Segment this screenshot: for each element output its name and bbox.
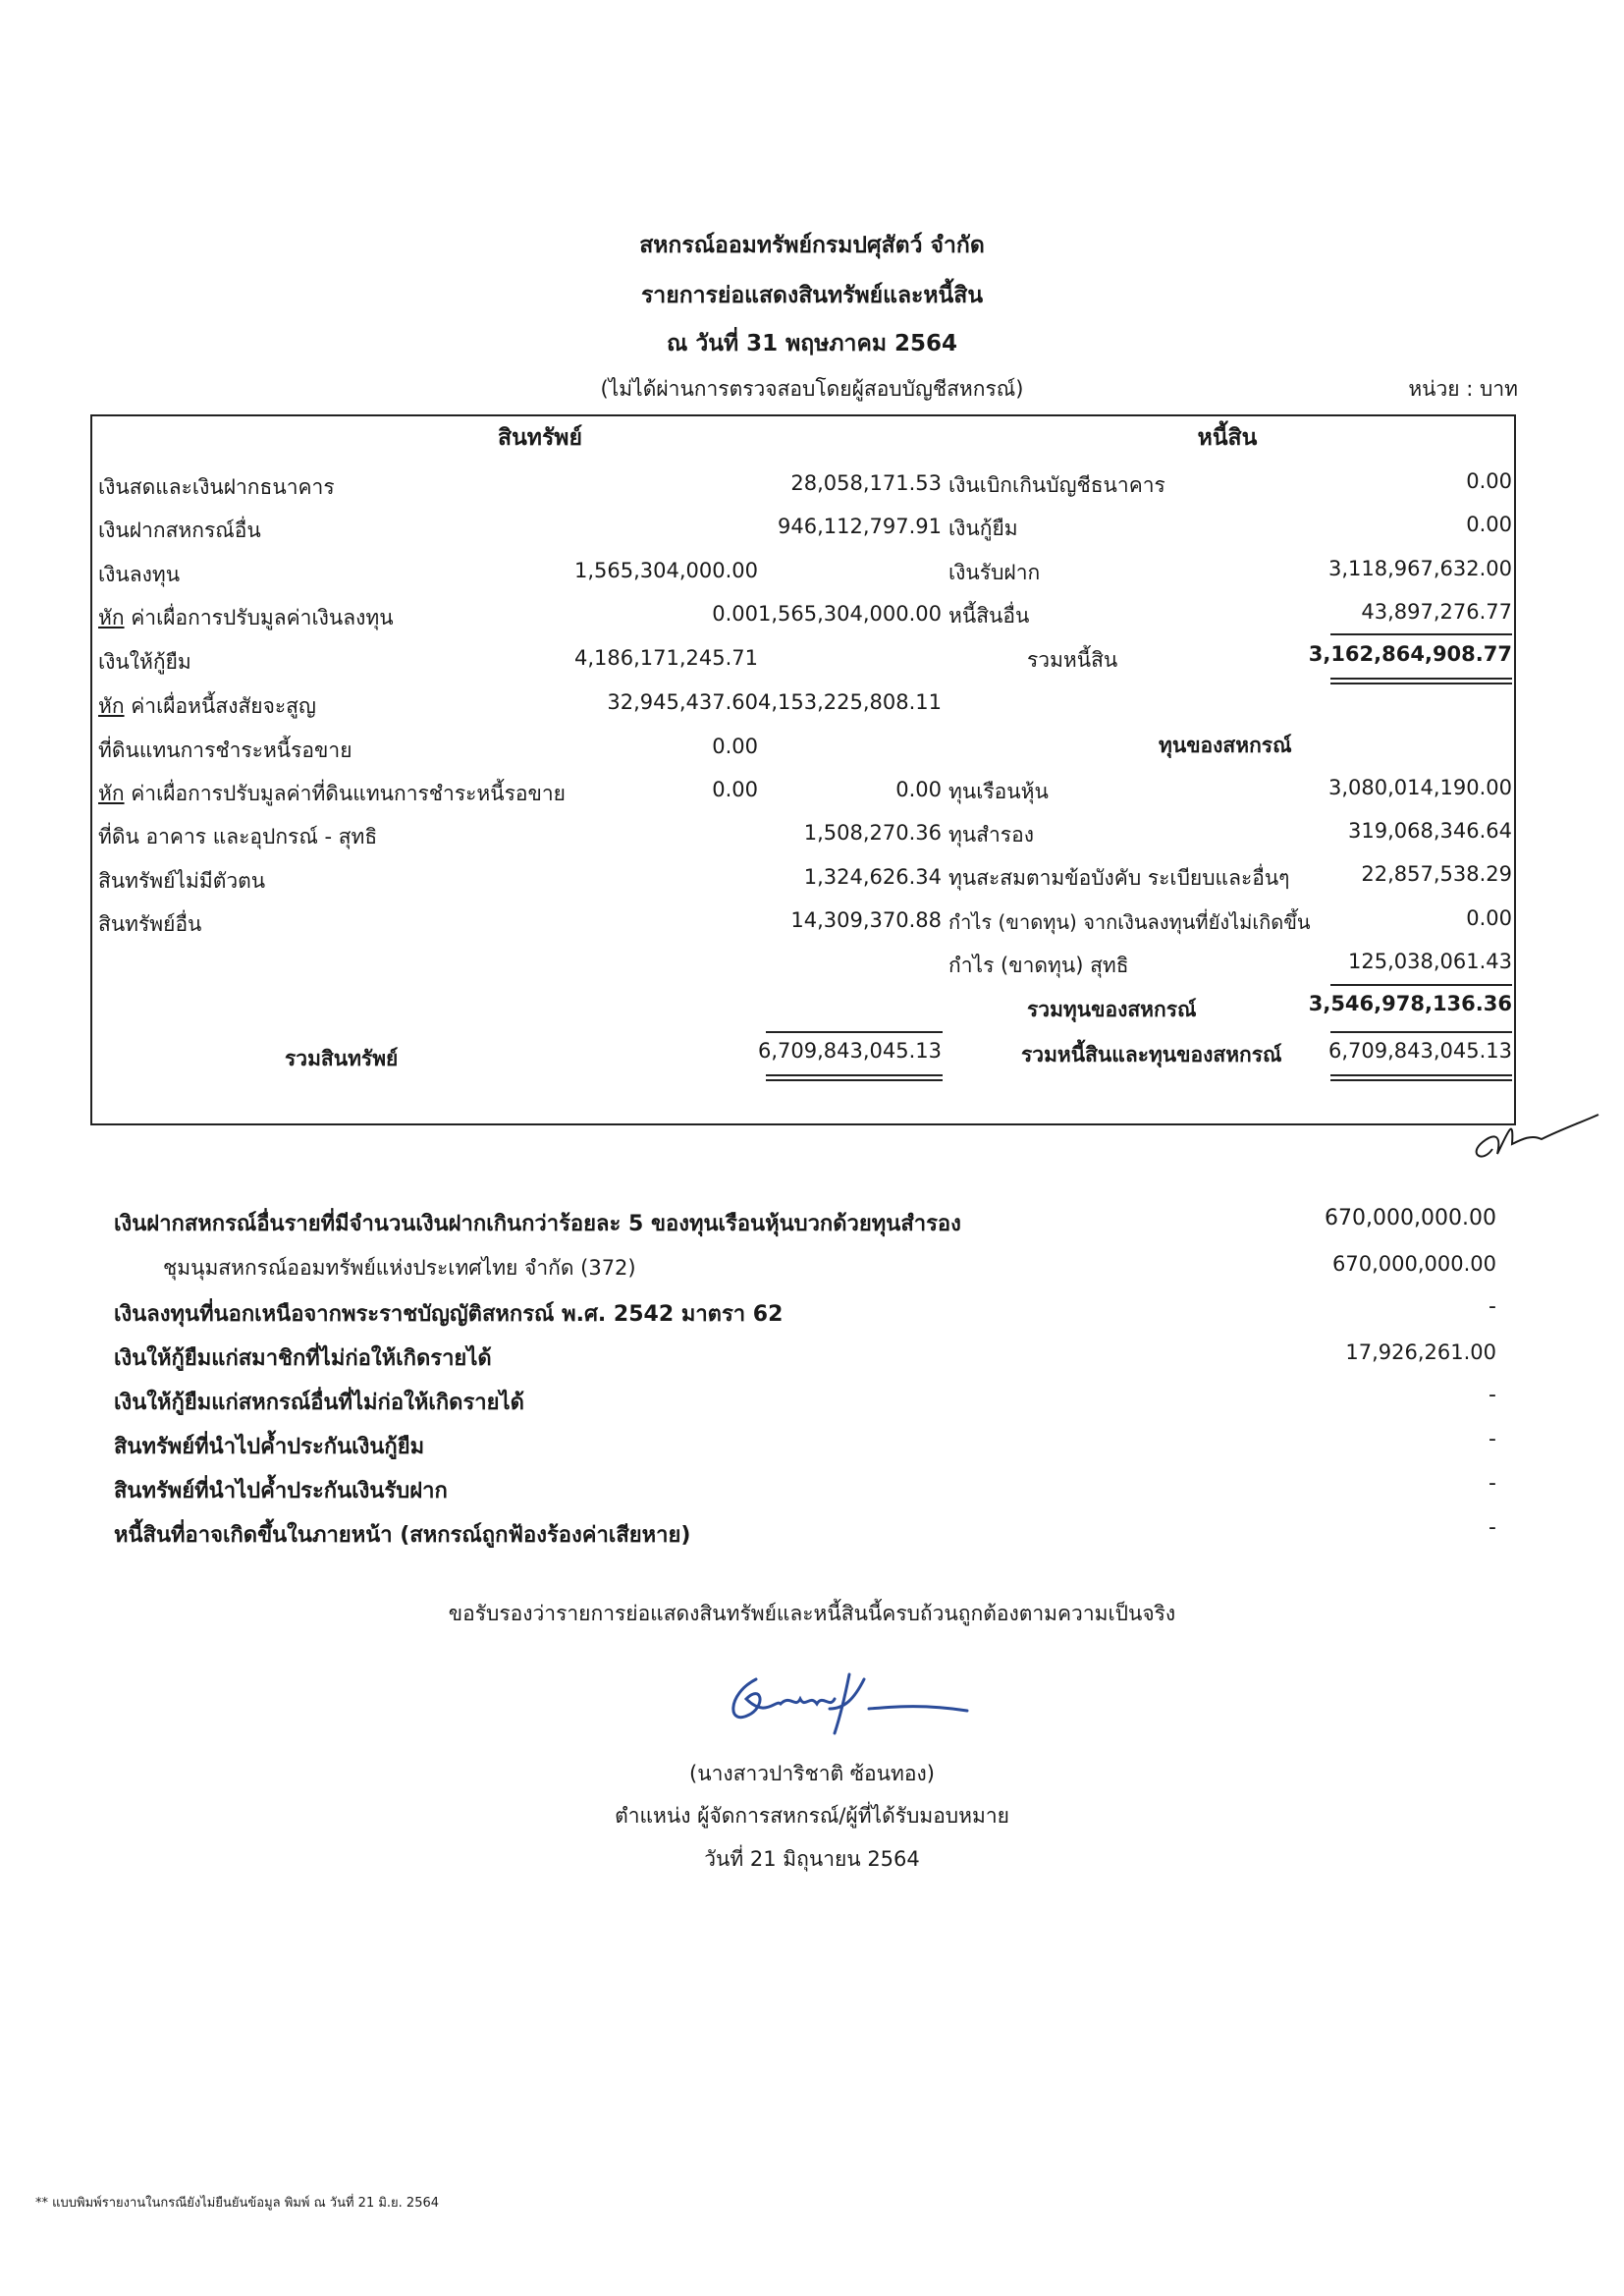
asset-row-label: หัก ค่าเผื่อการปรับมูลค่าเงินลงทุน <box>98 606 394 629</box>
signer-name: (นางสาวปาริชาติ ซ้อนทอง) <box>689 1762 935 1785</box>
equity-row-value: 319,068,346.64 <box>1348 819 1512 843</box>
signature-icon <box>707 1660 982 1748</box>
asset-row-amount: 0.00 <box>712 602 758 626</box>
equity-row-label: กำไร (ขาดทุน) จากเงินลงทุนที่ยังไม่เกิดขึ้น <box>948 910 1311 934</box>
note-item-value: - <box>1489 1471 1496 1496</box>
equity-row-value: 22,857,538.29 <box>1361 862 1512 886</box>
liability-row-value: 3,118,967,632.00 <box>1327 557 1512 580</box>
asset-row-label: หัก ค่าเผื่อหนี้สงสัยจะสูญ <box>98 694 316 718</box>
total-assets-value: 6,709,843,045.13 <box>757 1039 942 1063</box>
note-item-value: - <box>1489 1427 1496 1451</box>
asset-row-total: 4,153,225,808.11 <box>757 690 942 714</box>
note-item-label: เงินฝากสหกรณ์อื่นรายที่มีจำนวนเงินฝากเกินกว่าร้อยละ 5 ของทุนเรือนหุ้นบวกด้วยทุนสำรอง <box>114 1212 961 1236</box>
signature-date: วันที่ 21 มิถุนายน 2564 <box>704 1847 920 1871</box>
asset-row-total: 1,565,304,000.00 <box>757 602 942 626</box>
liability-row-label: เงินรับฝาก <box>948 561 1041 584</box>
liability-row-value: 0.00 <box>1466 469 1512 493</box>
note-item-label: เงินให้กู้ยืมแก่สมาชิกที่ไม่ก่อให้เกิดรายได้ <box>114 1346 492 1371</box>
asset-row-total: 14,309,370.88 <box>790 908 942 932</box>
equity-row-value: 0.00 <box>1466 906 1512 930</box>
less-prefix: หัก <box>98 694 125 718</box>
org-name: สหกรณ์ออมทรัพย์กรมปศุสัตว์ จำกัด <box>639 233 985 258</box>
equity-row-label: ทุนสะสมตามข้อบังคับ ระเบียบและอื่นๆ <box>948 866 1290 890</box>
equity-row-value: 125,038,061.43 <box>1348 950 1512 973</box>
less-prefix: หัก <box>98 606 125 629</box>
liabilities-total-rule <box>1330 633 1512 635</box>
note-item-label: เงินลงทุนที่นอกเหนือจากพระราชบัญญัติสหกรณ์ พ.ศ. 2542 มาตรา 62 <box>114 1302 784 1327</box>
grand-total-double-rule <box>1330 1074 1512 1081</box>
equity-heading: ทุนของสหกรณ์ <box>1159 734 1292 757</box>
asset-row-label: ที่ดินแทนการชำระหนี้รอขาย <box>98 738 352 762</box>
asset-row-amount: 1,565,304,000.00 <box>573 559 758 582</box>
asset-row-label: สินทรัพย์ไม่มีตัวตน <box>98 869 266 893</box>
asset-row-label: เงินลงทุน <box>98 563 181 586</box>
liability-row-value: 43,897,276.77 <box>1361 600 1512 624</box>
grand-total-value: 6,709,843,045.13 <box>1327 1039 1512 1063</box>
asset-row-amount: 0.00 <box>712 778 758 801</box>
liability-row-label: เงินกู้ยืม <box>948 517 1018 540</box>
assets-heading: สินทรัพย์ <box>498 425 582 451</box>
initials-signature-icon <box>1453 1105 1600 1174</box>
equity-row-value: 3,080,014,190.00 <box>1327 776 1512 799</box>
equity-row-label: ทุนเรือนหุ้น <box>948 780 1049 803</box>
equity-total-rule <box>1330 984 1512 986</box>
less-prefix: หัก <box>98 782 125 805</box>
note-item-value: - <box>1489 1383 1496 1407</box>
total-liabilities-label: รวมหนี้สิน <box>1027 648 1118 672</box>
report-title: รายการย่อแสดงสินทรัพย์และหนี้สิน <box>640 283 984 308</box>
grand-total-label: รวมหนี้สินและทุนของสหกรณ์ <box>1021 1043 1282 1066</box>
note-item-label: เงินให้กู้ยืมแก่สหกรณ์อื่นที่ไม่ก่อให้เกิดรายได้ <box>114 1391 524 1415</box>
print-footnote: ** แบบพิมพ์รายงานในกรณียังไม่ยืนยันข้อมูล พิมพ์ ณ วันที่ 21 มิ.ย. 2564 <box>35 2196 440 2211</box>
equity-row-label: กำไร (ขาดทุน) สุทธิ <box>948 954 1129 977</box>
equity-row-label: ทุนสำรอง <box>948 823 1034 847</box>
liability-row-label: เงินเบิกเกินบัญชีธนาคาร <box>948 473 1165 497</box>
asset-row-amount: 4,186,171,245.71 <box>573 646 758 670</box>
note-item-label: สินทรัพย์ที่นำไปค้ำประกันเงินกู้ยืม <box>114 1435 425 1459</box>
liabilities-total-double-rule <box>1330 678 1512 684</box>
total-assets-label: รวมสินทรัพย์ <box>285 1047 399 1070</box>
total-equity-label: รวมทุนของสหกรณ์ <box>1027 998 1197 1021</box>
note-item-value: - <box>1489 1294 1496 1319</box>
total-liabilities-value: 3,162,864,908.77 <box>1308 642 1512 666</box>
asset-row-label: ที่ดิน อาคาร และอุปกรณ์ - สุทธิ <box>98 825 378 848</box>
note-item-value: 670,000,000.00 <box>1325 1206 1496 1230</box>
asset-row-amount: 0.00 <box>712 735 758 758</box>
unit-label: หน่วย : บาท <box>1408 377 1518 401</box>
liability-row-label: หนี้สินอื่น <box>948 604 1030 628</box>
as-of-date: ณ วันที่ 31 พฤษภาคม 2564 <box>666 331 958 356</box>
assets-total-rule <box>766 1031 943 1033</box>
grand-total-rule <box>1330 1031 1512 1033</box>
note-item-value: 17,926,261.00 <box>1345 1340 1496 1364</box>
note-item-label: สินทรัพย์ที่นำไปค้ำประกันเงินรับฝาก <box>114 1479 448 1503</box>
note-item-value: 670,000,000.00 <box>1332 1252 1496 1276</box>
asset-row-label: เงินสดและเงินฝากธนาคาร <box>98 475 335 499</box>
asset-row-label: เงินให้กู้ยืม <box>98 650 191 674</box>
asset-row-amount: 32,945,437.60 <box>607 690 758 714</box>
asset-row-total: 946,112,797.91 <box>778 515 942 538</box>
asset-row-label: หัก ค่าเผื่อการปรับมูลค่าที่ดินแทนการชำระหนี้รอขาย <box>98 782 566 805</box>
audit-note: (ไม่ได้ผ่านการตรวจสอบโดยผู้สอบบัญชีสหกรณ์) <box>600 377 1024 401</box>
asset-row-total: 28,058,171.53 <box>790 471 942 495</box>
note-item-label: หนี้สินที่อาจเกิดขึ้นในภายหน้า (สหกรณ์ถูกฟ้องร้องค่าเสียหาย) <box>114 1523 691 1548</box>
signer-position: ตำแหน่ง ผู้จัดการสหกรณ์/ผู้ที่ได้รับมอบหมาย <box>615 1804 1009 1828</box>
asset-row-total: 1,508,270.36 <box>803 821 942 845</box>
note-item-value: - <box>1489 1515 1496 1540</box>
asset-row-total: 1,324,626.34 <box>803 865 942 889</box>
asset-row-label: สินทรัพย์อื่น <box>98 912 202 936</box>
certification-statement: ขอรับรองว่ารายการย่อแสดงสินทรัพย์และหนี้สินนี้ครบถ้วนถูกต้องตามความเป็นจริง <box>448 1602 1176 1625</box>
assets-total-double-rule <box>766 1074 943 1081</box>
asset-row-total: 0.00 <box>895 778 942 801</box>
liability-row-value: 0.00 <box>1466 513 1512 536</box>
note-item-label: ชุมนุมสหกรณ์ออมทรัพย์แห่งประเทศไทย จำกัด (372) <box>163 1256 636 1280</box>
total-equity-value: 3,546,978,136.36 <box>1308 992 1512 1015</box>
liabilities-heading: หนี้สิน <box>1197 425 1258 451</box>
asset-row-label: เงินฝากสหกรณ์อื่น <box>98 519 261 542</box>
